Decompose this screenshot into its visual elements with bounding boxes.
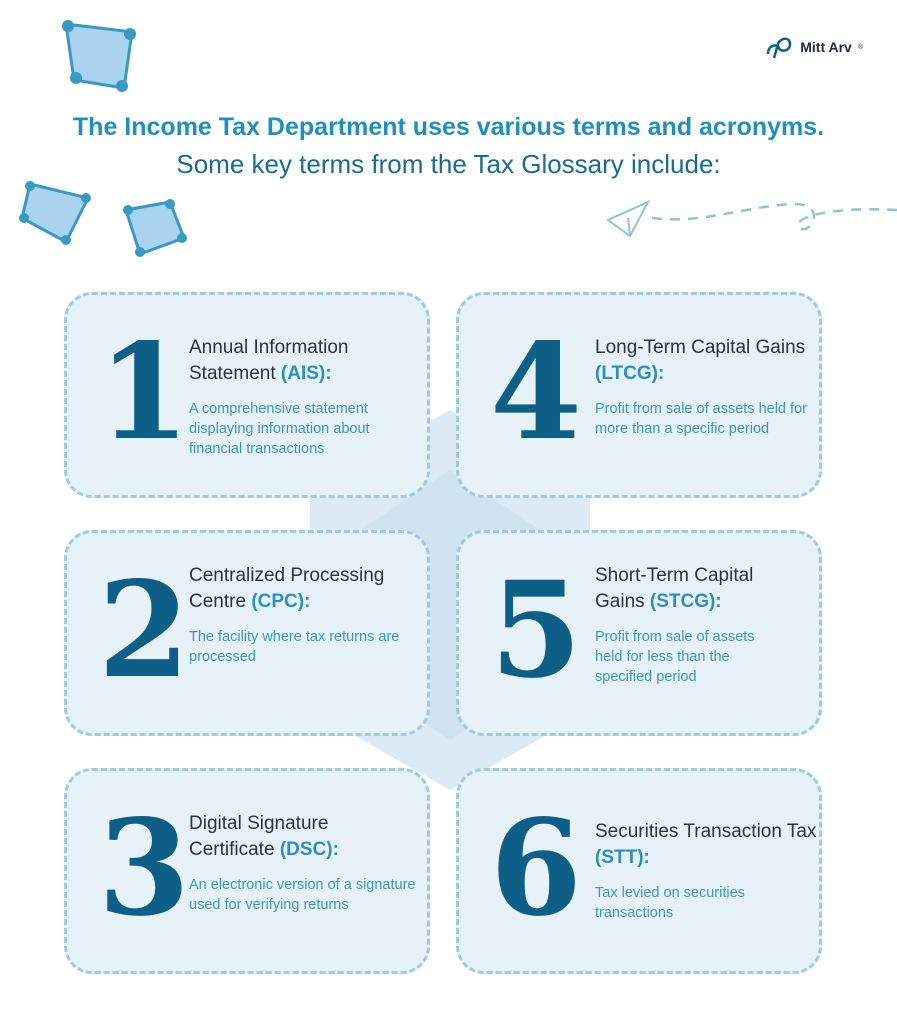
term-acronym: (STT):: [595, 847, 650, 868]
page-subtitle: Some key terms from the Tax Glossary include:: [176, 149, 721, 179]
term-card-ais: [64, 292, 430, 498]
term-acronym: (LTCG):: [595, 363, 665, 384]
headline: [0, 110, 897, 182]
paper-note-icon: [60, 18, 140, 98]
card-title: [595, 563, 775, 615]
card-description: Tax levied on securities transactions: [595, 885, 745, 921]
card-title: [595, 819, 817, 871]
term-name: Short-Term Capital Gains: [595, 565, 754, 612]
card-number: 4: [490, 315, 582, 470]
brand-logo: [764, 34, 863, 60]
term-card-stt: [456, 768, 822, 974]
term-acronym: (AIS):: [280, 363, 332, 384]
term-card-cpc: [64, 530, 430, 736]
card-title: [595, 335, 809, 387]
term-name: Annual Information Statement: [189, 337, 349, 384]
card-description: Profit from sale of assets held for more than a specific period: [595, 401, 807, 437]
term-name: Long-Term Capital Gains: [595, 337, 806, 358]
card-description: Profit from sale of assets held for less than the specified period: [595, 629, 755, 685]
infinity-logo-icon: [764, 34, 794, 60]
term-acronym: (STCG):: [649, 591, 722, 612]
card-title: [189, 563, 417, 615]
card-title: [189, 811, 417, 863]
brand-registered-mark: ®: [857, 43, 863, 51]
card-number: 6: [490, 791, 582, 946]
card-number: 1: [98, 315, 190, 470]
page-title: The Income Tax Department uses various terms and acronyms.: [72, 113, 825, 141]
paper-plane-icon: [600, 188, 897, 248]
term-card-dsc: [64, 768, 430, 974]
brand-name: Mitt Arv: [800, 39, 852, 55]
card-number: 3: [98, 791, 190, 946]
term-name: Securities Transaction Tax: [595, 821, 817, 842]
card-description: A comprehensive statement displaying information about financial transactions: [189, 401, 370, 457]
term-name: Digital Signature Certificate: [189, 813, 329, 860]
card-description: The facility where tax returns are processed: [189, 629, 400, 665]
term-card-ltcg: [456, 292, 822, 498]
term-acronym: (DSC):: [279, 839, 339, 860]
card-number: 2: [98, 553, 190, 708]
card-title: [189, 335, 417, 387]
term-acronym: (CPC):: [251, 591, 311, 612]
term-name: Centralized Processing Centre: [189, 565, 385, 612]
paper-note-icon: [16, 178, 96, 248]
card-description: An electronic version of a signature used for verifying returns: [189, 877, 416, 913]
term-card-stcg: [456, 530, 822, 736]
paper-note-icon: [120, 198, 190, 258]
card-number: 5: [490, 553, 582, 708]
